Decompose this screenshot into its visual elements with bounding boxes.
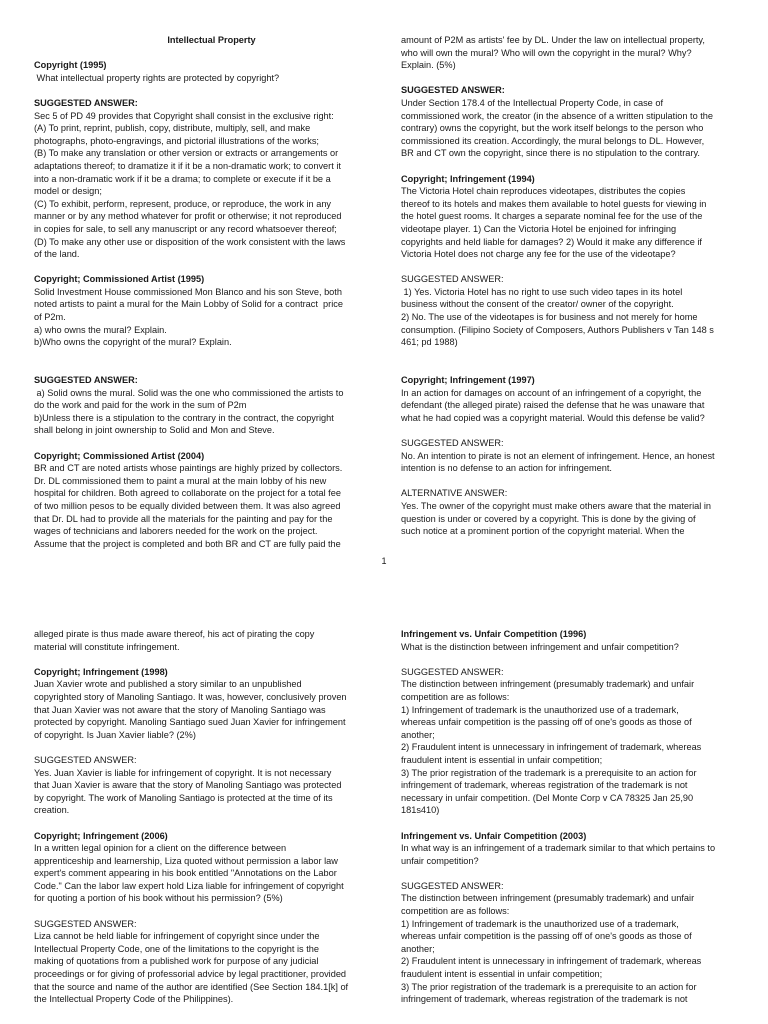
text-line: 2) Fraudulent intent is unnecessary in infringement of trademark, whereas	[401, 956, 702, 967]
text-block	[34, 450, 389, 551]
text-block	[34, 830, 389, 906]
text-line: consumption. (Filipino Society of Composers, Authors Publishers v Tan 148 s	[401, 324, 714, 335]
text-line: that Juan Xavier is aware that the story of Manoling Santiago was protected	[34, 780, 342, 791]
text-line: competition are as follows:	[401, 691, 510, 702]
text-line: of two million pesos to be equally divided between them. It was also agreed	[34, 500, 341, 511]
text-line: Victoria Hotel does not charge any fee for the use of the videotape?	[401, 249, 676, 260]
text-line: Dr. DL commissioned them to paint a mural at the main lobby of his new	[34, 475, 327, 486]
text-line: a) Solid owns the mural. Solid was the one who commissioned the artists to	[34, 387, 344, 398]
text-line: necessary in unfair competition. (Del Monte Corp v CA 78325 Jan 25,90	[401, 792, 694, 803]
text-line: unfair competition?	[401, 855, 479, 866]
text-line: 2) No. The use of the videotapes is for business and not merely for home	[401, 312, 698, 323]
text-line: b)Who owns the copyright of the mural? Explain.	[34, 337, 232, 348]
text-block	[34, 97, 389, 261]
text-line: In what way is an infringement of a trademark similar to that which pertains to	[401, 843, 716, 854]
text-line: such notice at a prominent portion of the copyright material. When the	[401, 526, 685, 537]
section-heading: Copyright; Commissioned Artist (2004)	[34, 450, 205, 461]
text-line: intention is no defense to an action for infringement.	[401, 463, 612, 474]
text-line: expert's comment appearing in his book entitled "Annotations on the Labor	[34, 868, 337, 879]
page2-left-column	[34, 628, 389, 1018]
text-line: wages of technicians and laborers needed for the work on the project.	[34, 526, 318, 537]
page2-right-column	[401, 628, 756, 1018]
text-line: protected by copyright. Manoling Santiago sued Juan Xavier for infringement	[34, 717, 346, 728]
text-line: fraudulent intent is essential in unfair competition;	[401, 754, 603, 765]
page-number: 1	[381, 556, 387, 566]
text-line: competition are as follows:	[401, 906, 510, 917]
text-block	[34, 918, 389, 1006]
text-line: that Dr. DL had to provide all the materials for the painting and pay for the	[34, 513, 333, 524]
text-line: for quoting a portion of his book without his permission? (5%)	[34, 893, 283, 904]
text-line: Code." Can the labor law expert hold Liza liable for infringement of copyright	[34, 880, 344, 891]
text-line: Juan Xavier wrote and published a story similar to an unpublished	[34, 679, 302, 690]
text-block	[401, 487, 756, 537]
text-line: adaptations thereof; to dramatize it if it be a non-dramatic work; to convert it	[34, 160, 341, 171]
text-line: SUGGESTED ANSWER:	[401, 274, 504, 285]
text-line: Explain. (5%)	[401, 60, 456, 71]
section-heading: Copyright; Infringement (1998)	[34, 666, 168, 677]
text-line: thereof to its hotels and makes them available to hotel guests for viewing in	[401, 198, 707, 209]
page1-right-column	[401, 34, 756, 550]
text-line: (B) To make any translation or other version or extracts or arrangements or	[34, 148, 339, 159]
text-line: a) who owns the mural? Explain.	[34, 324, 167, 335]
text-line: another;	[401, 729, 435, 740]
text-line: Liza cannot be held liable for infringement of copyright since under the	[34, 931, 320, 942]
section-heading: Copyright; Infringement (1997)	[401, 375, 535, 386]
text-line: that the source and name of the author are identified (See Section 184.1[k] of	[34, 981, 349, 992]
text-line: 461; pd 1988)	[401, 337, 458, 348]
section-heading: SUGGESTED ANSWER:	[401, 85, 505, 96]
text-line: amount of P2M as artists' fee by DL. Under the law on intellectual property,	[401, 35, 705, 45]
text-line: BR and CT are noted artists whose paintings are highly prized by collectors.	[34, 463, 343, 474]
text-line: In a written legal opinion for a client on the difference between	[34, 843, 287, 854]
section-heading: SUGGESTED ANSWER:	[34, 97, 138, 108]
text-line: BR and CT own the copyright, since there is no stipulation to the contrary.	[401, 148, 700, 159]
text-block	[401, 628, 756, 653]
text-line: apprenticeship and learnership, Liza quoted without permission a labor law	[34, 855, 338, 866]
text-line: another;	[401, 943, 435, 954]
section-heading: Copyright; Infringement (1994)	[401, 173, 535, 184]
section-heading: Copyright; Infringement (2006)	[34, 830, 168, 841]
text-line: infringement of trademark, whereas registration of the trademark is not	[401, 994, 688, 1005]
text-line: ALTERNATIVE ANSWER:	[401, 488, 508, 499]
text-line: the Intellectual Property Code of the Philippines).	[34, 994, 234, 1005]
text-line: 3) The prior registration of the trademark is a prerequisite to an action for	[401, 767, 697, 778]
text-line: SUGGESTED ANSWER:	[401, 438, 504, 448]
text-line: SUGGESTED ANSWER:	[34, 918, 137, 929]
text-line: 1) Yes. Victoria Hotel has no right to use such video tapes in its hotel	[401, 286, 683, 297]
text-block	[34, 374, 389, 437]
text-block	[401, 880, 756, 1006]
text-line: model or design;	[34, 186, 102, 197]
text-line: of the land.	[34, 249, 80, 260]
text-line: into a non-dramatic work if it be a drama; to complete or execute if it be a	[34, 173, 331, 184]
text-line: 2) Fraudulent intent is unnecessary in infringement of trademark, whereas	[401, 742, 702, 753]
text-line: copyrights and held liable for damages? 2) Would it make any difference if	[401, 236, 702, 247]
text-line: In an action for damages on account of an infringement of a copyright, the	[401, 387, 702, 398]
text-line: commissioned work, the creator (in the absence of a written stipulation to the	[401, 110, 714, 121]
text-line: making of quotations from a published work for purpose of any judicial	[34, 956, 319, 967]
text-line: of P2m.	[34, 312, 66, 323]
text-line: (D) To make any other use or disposition of the work consistent with the laws	[34, 236, 346, 247]
text-block	[34, 628, 389, 653]
text-line: the hotel guest rooms. It charges a separate nominal fee for the use of the	[401, 211, 703, 222]
text-block	[401, 173, 756, 261]
text-line: proceedings or for giving of professorial advice by legal practitioner, provided	[34, 969, 347, 980]
section-heading: SUGGESTED ANSWER:	[34, 375, 138, 386]
section-heading: Copyright (1995)	[34, 60, 107, 71]
text-block	[401, 374, 756, 424]
page1-left-column	[34, 34, 389, 563]
spacer	[34, 361, 389, 374]
text-line: creation.	[34, 805, 70, 816]
text-line: of copyright. Is Juan Xavier liable? (2%)	[34, 729, 196, 740]
text-line: fraudulent intent is essential in unfair competition;	[401, 969, 603, 980]
text-line: who will own the mural? Who will own the copyright in the mural? Why?	[401, 47, 692, 58]
text-line: in copies for sale, to sell any manuscript or any record whatsoever thereof;	[34, 223, 337, 234]
text-line: Assume that the project is completed and both BR and CT are fully paid the	[34, 538, 341, 549]
text-line: what he had copied was a copyright material. Would this defense be valid?	[401, 412, 705, 423]
text-line: manner or by any method whatever for profit or otherwise; it not reproduced	[34, 211, 342, 222]
text-line: No. An intention to pirate is not an element of infringement. Hence, an honest	[401, 450, 715, 461]
text-line: b)Unless there is a stipulation to the contrary in the contract, the copyright	[34, 412, 334, 423]
text-line: SUGGESTED ANSWER:	[401, 666, 504, 677]
text-line: alleged pirate is thus made aware thereof, his act of pirating the copy	[34, 629, 315, 639]
text-line: shall belong in joint ownership to Solid and Mon and Steve.	[34, 425, 275, 436]
text-line: The Victoria Hotel chain reproduces videotapes, distributes the copies	[401, 186, 686, 197]
text-line: commissioned its creation. Accordingly, the mural belongs to DL. However,	[401, 135, 705, 146]
text-block	[401, 437, 756, 475]
text-line: contrary) owns the copyright, but the work itself belongs to the person who	[401, 123, 704, 134]
text-line: that Juan Xavier was not aware that the story of Manoling Santiago was	[34, 704, 326, 715]
text-line: SUGGESTED ANSWER:	[34, 754, 137, 765]
text-block	[401, 830, 756, 868]
text-line: 3) The prior registration of the trademark is a prerequisite to an action for	[401, 981, 697, 992]
text-line: infringement of trademark, whereas registration of the trademark is not	[401, 780, 688, 791]
text-line: noted artists to paint a mural for the Main Lobby of Solid for a contract price	[34, 299, 343, 310]
text-line: copyrighted story of Manoling Santiago. It was, however, conclusively proven	[34, 691, 347, 702]
text-line: The distinction between infringement (presumably trademark) and unfair	[401, 679, 695, 690]
text-block	[401, 666, 756, 817]
text-block	[401, 273, 756, 349]
text-block	[401, 84, 756, 160]
text-block	[34, 754, 389, 817]
text-line: 1) Infringement of trademark is the unauthorized use of a trademark,	[401, 704, 679, 715]
text-line: Intellectual Property Code, one of the limitations to the copyright is the	[34, 943, 319, 954]
text-line: whereas unfair competition is the passing off of one's goods as those of	[401, 717, 692, 728]
text-line: do the work and paid for the work in the sum of P2m	[34, 400, 247, 411]
text-line: What intellectual property rights are protected by copyright?	[34, 72, 280, 83]
text-line: material will constitute infringement.	[34, 641, 180, 652]
text-line: videotape player. 1) Can the Victoria Hotel be enjoined for infringing	[401, 223, 677, 234]
text-line: (C) To exhibit, perform, represent, produce, or reproduce, the work in any	[34, 198, 332, 209]
text-line: photographs, photo-engravings, and pictorial illustrations of the works;	[34, 135, 319, 146]
section-heading: Infringement vs. Unfair Competition (2003)	[401, 830, 587, 841]
section-heading: Copyright; Commissioned Artist (1995)	[34, 274, 205, 285]
document-title: Intellectual Property	[167, 35, 256, 45]
text-line: Under Section 178.4 of the Intellectual Property Code, in case of	[401, 97, 664, 108]
text-line: The distinction between infringement (presumably trademark) and unfair	[401, 893, 695, 904]
text-block	[34, 273, 389, 349]
text-line: hospital for children. Both agreed to collaborate on the project for a total fee	[34, 488, 341, 499]
text-line: (A) To print, reprint, publish, copy, distribute, multiply, sell, and make	[34, 123, 311, 134]
spacer	[401, 361, 756, 374]
text-line: SUGGESTED ANSWER:	[401, 880, 504, 891]
text-line: Sec 5 of PD 49 provides that Copyright shall consist in the exclusive right:	[34, 110, 334, 121]
text-line: Yes. The owner of the copyright must make others aware that the material in	[401, 500, 711, 511]
text-line: business without the consent of the creator/ owner of the copyright.	[401, 299, 674, 310]
text-line: by copyright. The work of Manoling Santiago is protected at the time of its	[34, 792, 333, 803]
text-line: What is the distinction between infringement and unfair competition?	[401, 641, 679, 652]
text-line: Yes. Juan Xavier is liable for infringement of copyright. It is not necessary	[34, 767, 332, 778]
text-block	[34, 666, 389, 742]
text-line: 1) Infringement of trademark is the unauthorized use of a trademark,	[401, 918, 679, 929]
text-block	[401, 34, 756, 72]
text-line: defendant (the alleged pirate) raised the defense that he was unaware that	[401, 400, 705, 411]
text-line: whereas unfair competition is the passing off of one's goods as those of	[401, 931, 692, 942]
text-line: Solid Investment House commissioned Mon Blanco and his son Steve, both	[34, 286, 342, 297]
text-line: 181s410)	[401, 805, 440, 816]
text-line: question is under or covered by a copyright. This is done by the giving of	[401, 513, 696, 524]
section-heading: Infringement vs. Unfair Competition (1996)	[401, 629, 587, 639]
document-page-2	[0, 580, 768, 1024]
text-block	[34, 59, 389, 84]
